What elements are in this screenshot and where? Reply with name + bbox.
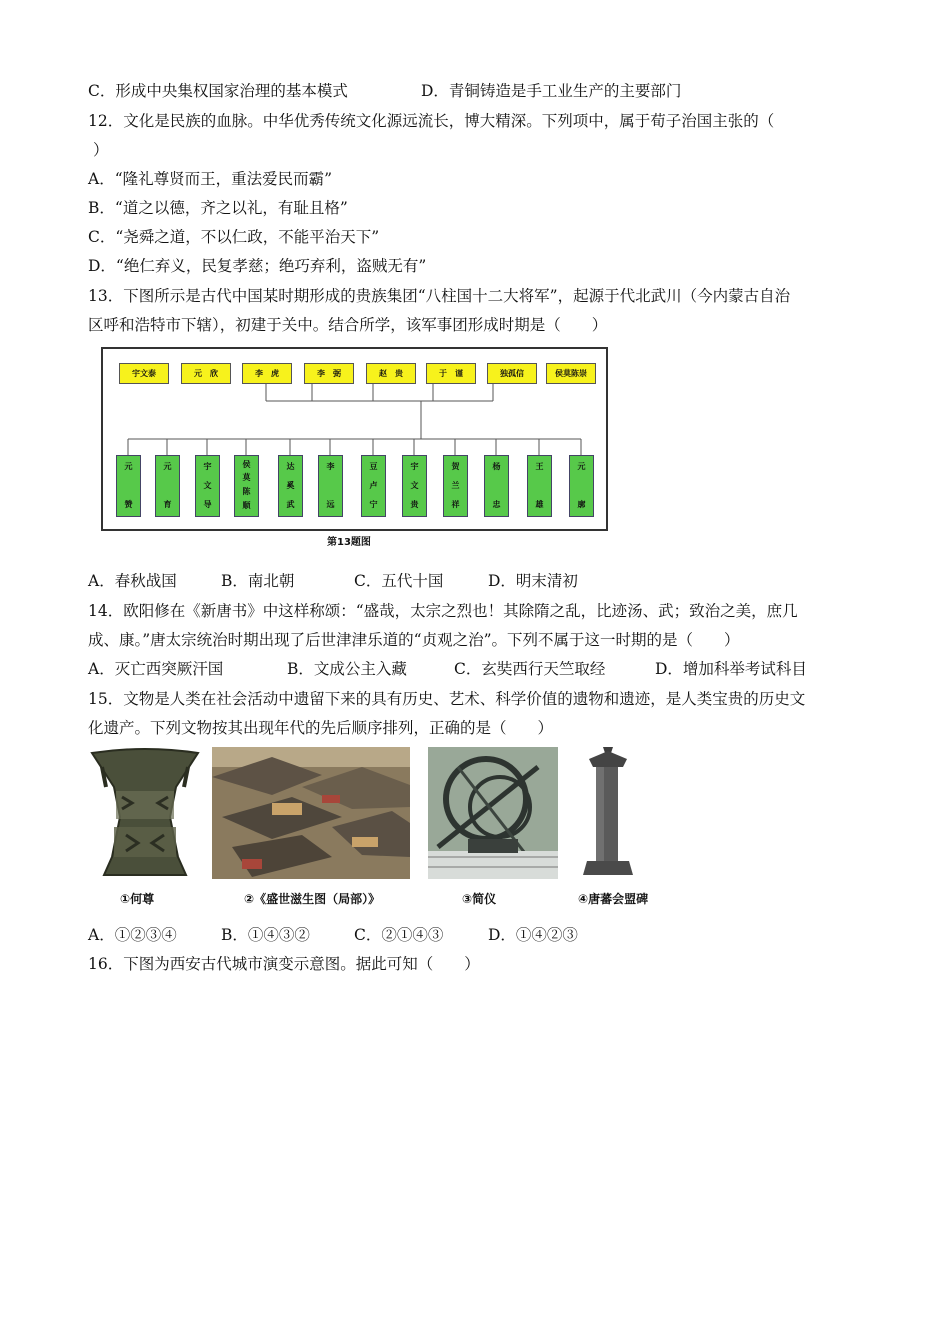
q13-option-a: A．春秋战国	[88, 572, 177, 590]
q15-option-c: C．②①④③	[354, 926, 444, 944]
pillar-box: 李 虎	[242, 363, 292, 384]
general-char: 莫	[242, 473, 251, 482]
general-char: 忠	[492, 500, 501, 509]
general-box	[484, 455, 509, 517]
pillar-box: 独孤信	[487, 363, 537, 384]
general-box	[318, 455, 343, 517]
q15-stem-line1: 15．文物是人类在社会活动中遗留下来的具有历史、艺术、科学价值的遗物和遗迹，是人类宝贵的历史文	[88, 690, 806, 708]
general-char: 廓	[577, 500, 586, 509]
general-char: 贺	[451, 462, 460, 471]
general-box	[527, 455, 552, 517]
figure-13-caption: 第13题图	[327, 537, 371, 548]
general-char: 武	[286, 500, 295, 509]
general-char: 导	[203, 500, 212, 509]
general-char: 陈	[242, 487, 251, 496]
general-char: 元	[577, 462, 586, 471]
general-char: 祥	[451, 500, 460, 509]
general-char: 王	[535, 462, 544, 471]
q15-option-b: B．①④③②	[221, 926, 310, 944]
general-box	[234, 455, 259, 517]
q12-stem-line1: 12．文化是民族的血脉。中华优秀传统文化源远流长，博大精深。下列项中，属于荀子治国主张的（	[88, 112, 775, 130]
q12-option-a: A．“隆礼尊贤而王，重法爱民而霸”	[88, 170, 333, 188]
general-char: 文	[203, 481, 212, 490]
q12-option-c: C．“尧舜之道，不以仁政，不能平治天下”	[88, 228, 380, 246]
general-char: 育	[163, 500, 172, 509]
general-char: 宇	[410, 462, 419, 471]
general-char: 奚	[286, 481, 295, 490]
general-char: 贵	[410, 500, 419, 509]
q14-stem-line1: 14．欧阳修在《新唐书》中这样称颂：“盛哉，太宗之烈也！其除隋之乱，比迹汤、武；致治之美，庶几	[88, 602, 798, 620]
artifact-caption-4: ④唐蕃会盟碑	[578, 892, 649, 906]
he-zun-image	[86, 747, 204, 879]
q12-stem-line2: ）	[93, 141, 109, 159]
general-char: 豆	[369, 462, 378, 471]
general-char: 顺	[242, 501, 251, 510]
general-box	[361, 455, 386, 517]
q15-option-d: D．①④②③	[488, 926, 578, 944]
q14-option-c: C．玄奘西行天竺取经	[454, 660, 606, 678]
q14-option-b: B．文成公主入藏	[287, 660, 407, 678]
pillar-box: 宇文泰	[119, 363, 169, 384]
general-char: 雄	[535, 500, 544, 509]
eight-pillars-diagram	[101, 347, 608, 531]
pillar-box: 元 欣	[181, 363, 231, 384]
q11-option-c: C．形成中央集权国家治理的基本模式	[88, 82, 348, 100]
general-char: 赞	[124, 500, 133, 509]
general-char: 元	[163, 462, 172, 471]
pillar-box: 李 弼	[304, 363, 354, 384]
general-box	[569, 455, 594, 517]
pillar-box: 于 谨	[426, 363, 476, 384]
q13-option-d: D．明末清初	[488, 572, 578, 590]
general-box	[443, 455, 468, 517]
shengshi-zisheng-painting-image	[212, 747, 410, 879]
q13-option-b: B．南北朝	[221, 572, 295, 590]
general-char: 杨	[492, 462, 501, 471]
astronomical-instrument-icon	[428, 747, 558, 879]
general-box	[195, 455, 220, 517]
q13-stem-line2: 区呼和浩特市下辖），初建于关中。结合所学，该军事团形成时期是（ ）	[88, 316, 608, 334]
q13-option-c: C．五代十国	[354, 572, 444, 590]
general-box	[402, 455, 427, 517]
jianyi-instrument-image	[428, 747, 558, 879]
stele-icon	[583, 747, 633, 879]
general-char: 李	[326, 462, 335, 471]
q16-stem: 16．下图为西安古代城市演变示意图。据此可知（ ）	[88, 955, 480, 973]
pillar-box: 侯莫陈崇	[546, 363, 596, 384]
q14-option-d: D．增加科举考试科目	[655, 660, 807, 678]
q15-option-a: A．①②③④	[88, 926, 177, 944]
general-char: 宇	[203, 462, 212, 471]
q12-option-d: D．“绝仁弃义，民复孝慈；绝巧弃利，盗贼无有”	[88, 257, 427, 275]
q14-option-a: A．灭亡西突厥汗国	[88, 660, 224, 678]
general-box	[116, 455, 141, 517]
q13-stem-line1: 13．下图所示是古代中国某时期形成的贵族集团“八柱国十二大将军”，起源于代北武川（今内蒙古自治	[88, 287, 791, 305]
general-char: 达	[286, 462, 295, 471]
q12-option-b: B．“道之以德，齐之以礼，有耻且格”	[88, 199, 348, 217]
artifact-caption-1: ①何尊	[120, 892, 155, 906]
general-char: 远	[326, 500, 335, 509]
tangbo-stele-image	[583, 747, 633, 879]
general-char: 元	[124, 462, 133, 471]
q11-option-d: D．青铜铸造是手工业生产的主要部门	[421, 82, 682, 100]
artifact-caption-2: ②《盛世滋生图（局部）》	[244, 892, 381, 906]
q15-stem-line2: 化遗产。下列文物按其出现年代的先后顺序排列，正确的是（ ）	[88, 719, 554, 737]
general-char: 卢	[369, 481, 378, 490]
city-painting-icon	[212, 747, 410, 879]
general-box	[278, 455, 303, 517]
pillar-box: 赵 贵	[366, 363, 416, 384]
general-box	[155, 455, 180, 517]
q14-stem-line2: 成、康。”唐太宗统治时期出现了后世津津乐道的“贞观之治”。下列不属于这一时期的是（ ）	[88, 631, 740, 649]
bronze-vessel-icon	[86, 747, 204, 879]
artifact-caption-3: ③简仪	[462, 892, 497, 906]
general-char: 兰	[451, 481, 460, 490]
general-char: 文	[410, 481, 419, 490]
general-char: 宁	[369, 500, 378, 509]
general-char: 侯	[242, 460, 251, 469]
